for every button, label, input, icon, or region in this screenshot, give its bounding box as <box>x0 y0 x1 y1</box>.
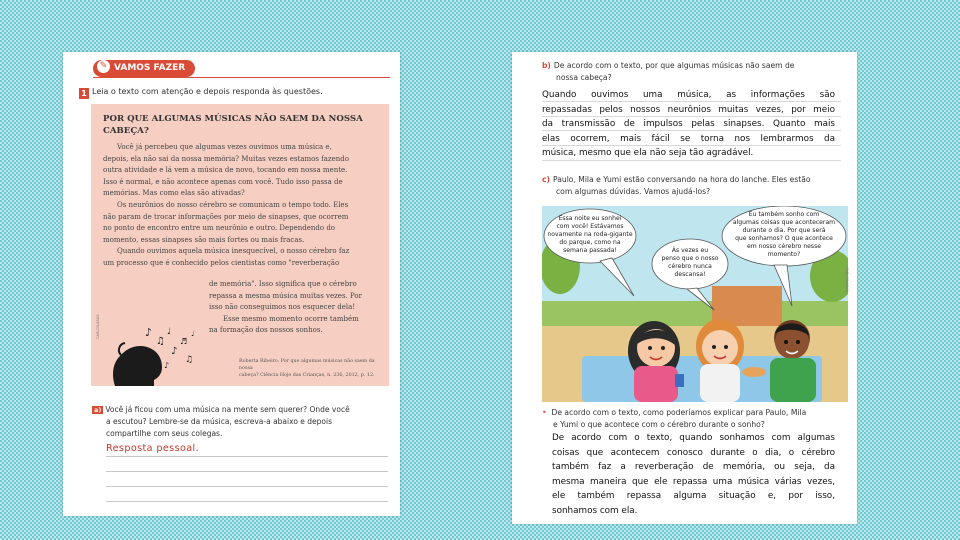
bullet-icon: • <box>542 408 547 417</box>
article-body <box>103 142 383 270</box>
article-line: Você já percebeu que algumas vezes ouvimos uma música e, <box>117 143 332 151</box>
question-letter: c) <box>542 175 550 184</box>
article-line: memórias. Mas como elas são ativadas? <box>103 189 245 198</box>
question-line: Paulo, Mila e Yumi estão conversando na hora do lanche. Eles estão <box>552 175 811 184</box>
question-line: com algumas dúvidas. Vamos ajudá-los? <box>556 186 711 196</box>
answer-line: também faz a reverberação de memória, ou seja, da <box>552 462 835 473</box>
answer-b <box>542 88 835 161</box>
bubble-middle-line: penso que o nosso <box>661 255 719 262</box>
article-title-line: CABEÇA? <box>103 126 149 136</box>
article-ending <box>209 279 381 337</box>
question-line: Você já ficou com uma música na mente sem querer? Onde você <box>105 405 350 414</box>
bubble-middle-line: cérebro nunca <box>668 263 712 270</box>
article-title-line: POR QUE ALGUMAS MÚSICAS NÃO SAEM DA NOSSA <box>103 114 363 124</box>
question-instruction: Leia o texto com atenção e depois responda às questões. <box>92 87 323 96</box>
svg-text:♪: ♪ <box>145 326 153 339</box>
bubble-left-line: com você! Estávamos <box>556 223 624 230</box>
right-textbook-page <box>512 52 857 524</box>
bubble-left-line: do parque, como na <box>559 239 621 246</box>
article-line: na formação dos nossos sonhos. <box>209 326 323 335</box>
bubble-right-line: que sonhamos? O que acontece <box>735 235 833 242</box>
article-line: repassa a mesma música muitas vezes. Por <box>209 291 362 300</box>
bubble-right-line: Eu também sonho com <box>748 211 820 218</box>
article-line: momento, essas sinapses são mais fortes ou mais fracas. <box>103 235 305 244</box>
article-title <box>103 113 373 137</box>
article-line: outra atividade e lá vem a música de novo, tocando em nossa mente. <box>103 166 348 175</box>
writing-line <box>106 486 388 487</box>
answer-line: elas ocorrem, mais fácil se torna nos lembrarmos da <box>542 133 835 144</box>
svg-text:♫: ♫ <box>156 336 165 347</box>
section-rule <box>93 77 390 78</box>
illustration-credit: CARLOS/ASAS <box>845 267 849 292</box>
badge-label: VAMOS FAZER <box>114 63 186 73</box>
answer-line: De acordo com o texto, quando sonhamos com algumas <box>552 433 835 443</box>
answer-line: repassadas pelos nossos neurônios muitas vezes, por meio <box>542 104 835 115</box>
question-line: De acordo com o texto, como poderíamos explicar para Paulo, Mila <box>551 408 807 417</box>
bubble-left-line: semana passada! <box>563 247 617 254</box>
question-line: De acordo com o texto, por que algumas músicas não saem de <box>553 61 795 70</box>
svg-text:♪: ♪ <box>171 346 178 357</box>
answer-line: coisas que acontecem conosco durante o dia, o cérebro <box>552 447 835 458</box>
answer-line: da transmissão de impulsos pelas sinapses. Quanto mais <box>542 119 835 130</box>
sub-question-a <box>92 404 392 440</box>
article-line: de memória". Isso significa que o cérebro <box>209 280 357 288</box>
article-line: um processo que é conhecido pelos cientistas como "reverberação <box>103 258 340 267</box>
question-number: 1 <box>79 88 89 99</box>
question-letter: b) <box>542 61 551 70</box>
question-line: nossa cabeça? <box>556 72 612 82</box>
bubble-middle-line: Às vezes eu <box>671 247 709 254</box>
answer-a: Resposta pessoal. <box>106 443 200 454</box>
answer-d <box>552 431 835 519</box>
bubble-right-line: momento? <box>767 251 801 258</box>
bubble-left-line: Essa noite eu sonhei <box>558 215 622 222</box>
article-line: Isso é normal, e não acontece apenas com você. Tudo isso passa de <box>103 177 343 186</box>
children-lunch-illustration <box>542 206 848 402</box>
svg-text:♫: ♫ <box>185 355 194 365</box>
answer-line: ele também repassa alguma situação e, por isso, <box>552 491 835 502</box>
question-b <box>542 60 847 83</box>
article-line: isso não conseguimos nos esquecer dela! <box>209 303 356 312</box>
image-credit: CARLOS/ASAS <box>96 314 100 339</box>
article-source <box>239 358 381 379</box>
article-box <box>91 104 389 386</box>
bubble-left-line: novamente na roda-gigante <box>547 231 633 238</box>
question-letter: a) <box>94 406 102 414</box>
svg-text:♪: ♪ <box>164 361 170 370</box>
writing-line <box>106 501 388 502</box>
answer-line: mesma maneira que ele repassa uma música várias vezes, <box>552 476 835 487</box>
bubble-middle-line: descansa! <box>674 271 706 278</box>
answer-line: sonhamos com ela. <box>552 505 638 516</box>
article-line: no ponto de encontro entre um neurônio e outro. Dependendo do <box>103 224 336 233</box>
article-line: depois, ela não sai da nossa memória? Muitas vezes estamos fazendo <box>103 154 349 163</box>
vamos-fazer-badge <box>93 60 195 77</box>
pencil-icon: ✎ <box>97 60 110 73</box>
answer-line: música, mesmo que ela não seja tão agradável. <box>542 148 754 159</box>
svg-text:♩: ♩ <box>167 327 172 337</box>
bubble-right-line: algumas coisas que aconteceram <box>732 219 836 226</box>
answer-line: Quando ouvimos uma música, as informações são <box>542 90 835 100</box>
question-d <box>542 407 847 430</box>
bubble-right-line: durante o dia. Por que será <box>742 227 826 234</box>
svg-text:♩: ♩ <box>191 330 195 338</box>
question-line: compartilhe com seus colegas. <box>106 429 223 438</box>
article-line: Os neurônios do nosso cérebro se comunicam o tempo todo. Eles <box>117 200 349 209</box>
question-line: a escutou? Lembre-se da música, escreva-a abaixo e depois <box>106 417 333 426</box>
question-line: e Yumi o que acontece com o cérebro durante o sonho? <box>553 419 765 429</box>
left-textbook-page <box>63 52 400 516</box>
writing-line <box>106 471 388 472</box>
writing-line <box>106 456 388 457</box>
head-music-notes-illustration <box>101 322 211 386</box>
article-line: Esse mesmo momento ocorre também <box>223 314 359 323</box>
question-c <box>542 174 847 197</box>
article-line: não param de trocar informações por meio de sinapses, que ocorrem <box>103 212 349 221</box>
bubble-right-line: em nosso cérebro nesse <box>746 243 822 250</box>
svg-text:♬: ♬ <box>180 337 188 346</box>
source-line: cabeça? Ciência Hoje das Crianças, n. 236, 2012, p. 12. <box>239 373 375 378</box>
article-line: Quando ouvimos aquela música inesquecível, o nosso cérebro faz <box>117 247 350 256</box>
source-line: Roberta Ribeiro. Por que algumas músicas não saem da nossa <box>239 359 375 371</box>
